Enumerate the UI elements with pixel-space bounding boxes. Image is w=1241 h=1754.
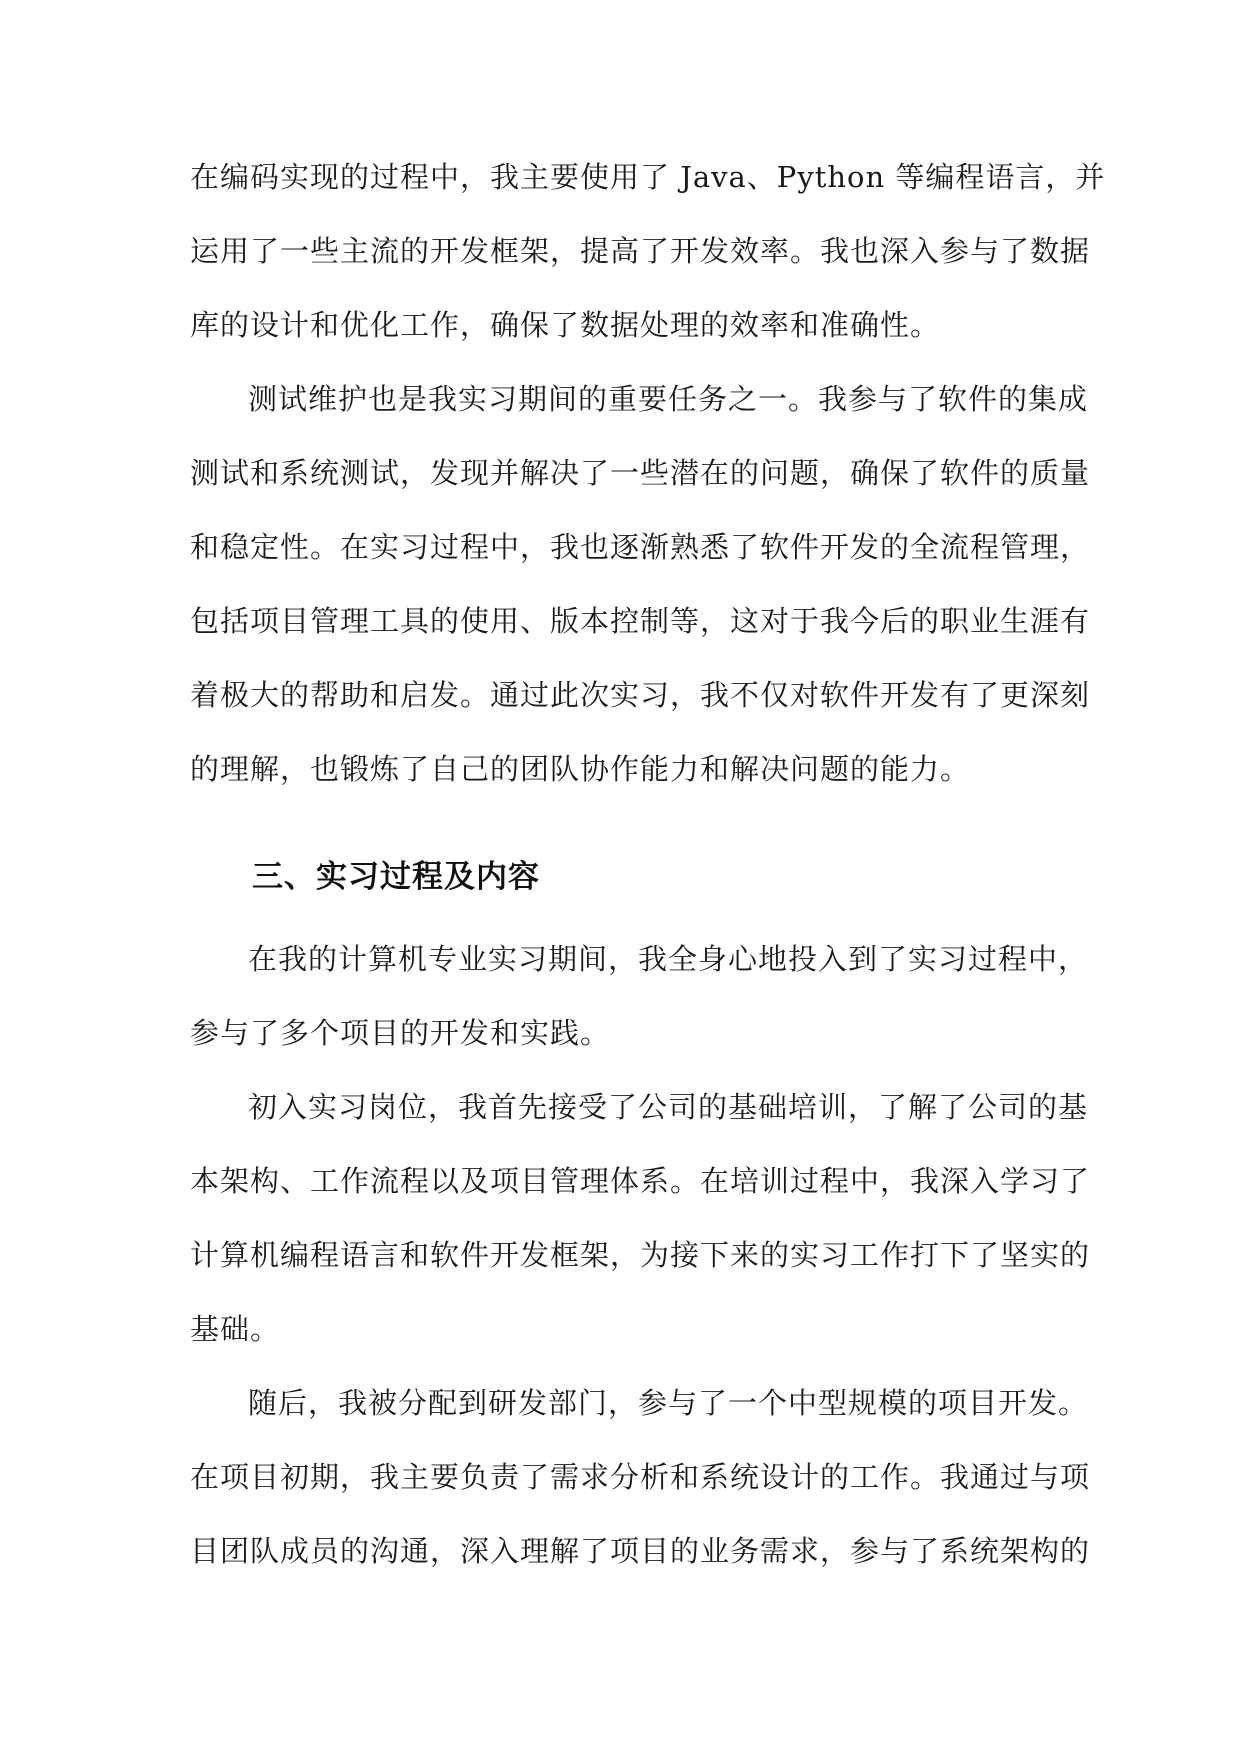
text-line: 参与了多个项目的开发和实践。: [190, 1016, 611, 1050]
text-line: 基础。: [190, 1312, 281, 1346]
text-line: 计算机编程语言和软件开发框架，为接下来的实习工作打下了坚实的: [190, 1238, 1091, 1272]
text-line: 和稳定性。在实习过程中，我也逐渐熟悉了软件开发的全流程管理，: [190, 530, 1091, 564]
text-line: 随后，我被分配到研发部门，参与了一个中型规模的项目开发。: [248, 1386, 1089, 1420]
text-line: 目团队成员的沟通，深入理解了项目的业务需求，参与了系统架构的: [190, 1534, 1091, 1568]
text-line: 着极大的帮助和启发。通过此次实习，我不仅对软件开发有了更深刻: [190, 678, 1091, 712]
text-line: 在项目初期，我主要负责了需求分析和系统设计的工作。我通过与项: [190, 1460, 1091, 1494]
paragraph: [190, 140, 1106, 362]
document-body: [190, 140, 1106, 1588]
text-line: 库的设计和优化工作，确保了数据处理的效率和准确性。: [190, 308, 941, 342]
text-line: 包括项目管理工具的使用、版本控制等，这对于我今后的职业生涯有: [190, 604, 1091, 638]
paragraph: [190, 1070, 1091, 1366]
paragraph: [190, 1366, 1091, 1588]
text-line: 在编码实现的过程中，我主要使用了 Java、Python 等编程语言，并: [190, 160, 1106, 194]
text-line: 运用了一些主流的开发框架，提高了开发效率。我也深入参与了数据: [190, 234, 1091, 268]
section-heading: 三、实习过程及内容: [252, 859, 540, 895]
paragraph: [190, 362, 1091, 806]
paragraph: [190, 922, 1089, 1070]
text-line: 在我的计算机专业实习期间，我全身心地投入到了实习过程中，: [248, 942, 1089, 976]
text-line: 初入实习岗位，我首先接受了公司的基础培训，了解了公司的基: [248, 1090, 1089, 1124]
text-line: 测试维护也是我实习期间的重要任务之一。我参与了软件的集成: [248, 382, 1089, 416]
text-line: 的理解，也锻炼了自己的团队协作能力和解决问题的能力。: [190, 752, 971, 786]
text-line: 测试和系统测试，发现并解决了一些潜在的问题，确保了软件的质量: [190, 456, 1091, 490]
text-line: 本架构、工作流程以及项目管理体系。在培训过程中，我深入学习了: [190, 1164, 1091, 1198]
